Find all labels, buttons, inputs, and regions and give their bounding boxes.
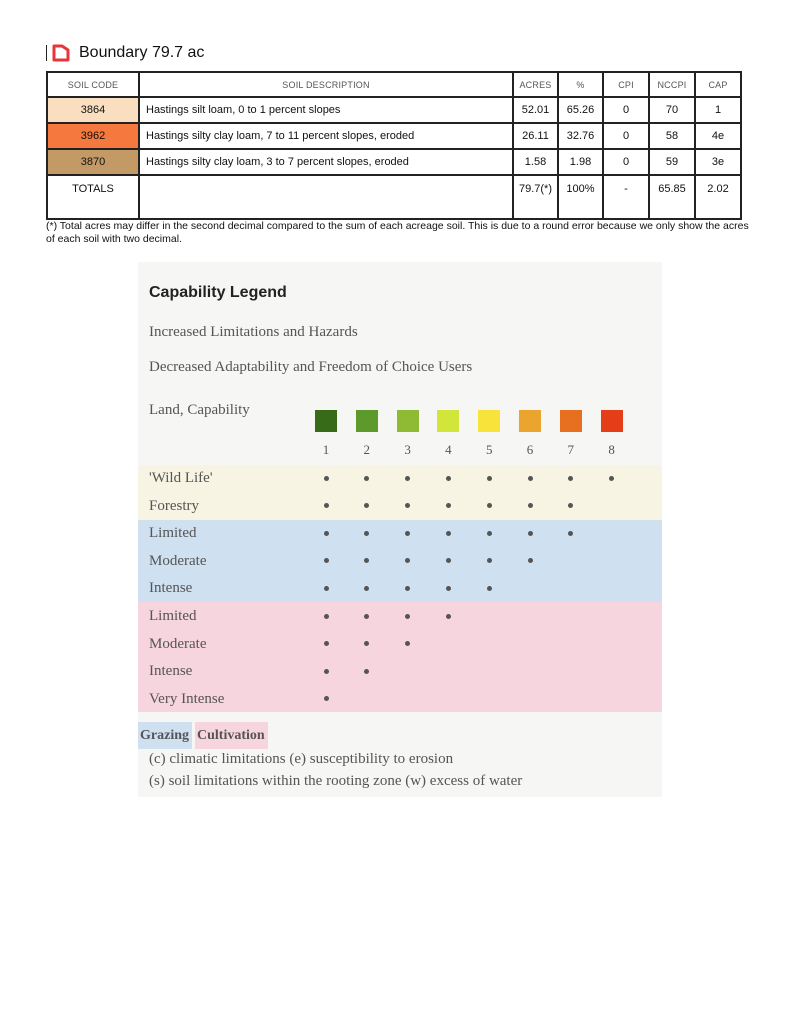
soil-description-cell: Hastings silty clay loam, 3 to 7 percent slopes, eroded [139, 149, 513, 175]
totals-description [139, 175, 513, 219]
percent-cell: 65.26 [558, 97, 603, 123]
legend-line-land-capability: Land, Capability [149, 402, 250, 418]
legend-dot [324, 503, 329, 508]
legend-dot [446, 531, 451, 536]
acres-cell: 52.01 [513, 97, 558, 123]
cap-cell: 4e [695, 123, 741, 149]
legend-dot [324, 696, 329, 701]
boundary-title: Boundary 79.7 ac [79, 44, 205, 61]
grazing-label: Grazing [138, 722, 192, 749]
header-soil-code: SOIL CODE [47, 72, 139, 97]
legend-dot [487, 586, 492, 591]
legend-dot [528, 503, 533, 508]
header-divider [46, 45, 47, 61]
capability-class-7-number: 7 [567, 442, 575, 457]
legend-dot [324, 476, 329, 481]
capability-class-2-swatch [356, 410, 378, 432]
legend-dot [405, 531, 410, 536]
capability-class-3-number: 3 [404, 442, 411, 457]
soil-description-cell: Hastings silty clay loam, 7 to 11 percent slopes, eroded [139, 123, 513, 149]
legend-line-adaptability: Decreased Adaptability and Freedom of Choice Users [149, 359, 473, 375]
capability-legend-image [138, 262, 662, 797]
soil-code-cell: 3962 [47, 123, 139, 149]
capability-class-2-number: 2 [363, 442, 371, 457]
nccpi-cell: 59 [649, 149, 695, 175]
legend-dot [324, 641, 329, 646]
soil-description-cell: Hastings silt loam, 0 to 1 percent slopes [139, 97, 513, 123]
legend-dot [405, 476, 410, 481]
capability-class-8-swatch [601, 410, 623, 432]
nccpi-cell: 70 [649, 97, 695, 123]
percent-cell: 1.98 [558, 149, 603, 175]
capability-class-5-swatch [478, 410, 500, 432]
legend-dot [324, 558, 329, 563]
capability-class-6-number: 6 [526, 442, 534, 457]
boundary-header [46, 42, 204, 64]
table-row [47, 149, 741, 175]
totals-label: TOTALS [47, 175, 139, 219]
rounding-note: (*) Total acres may differ in the second decimal compared to the sum of each acreage soil. This is due to a round error because we only show the acres of each soil with two decimal. [46, 220, 749, 245]
capability-class-4-swatch [437, 410, 459, 432]
cap-cell: 3e [695, 149, 741, 175]
capability-class-1-number: 1 [322, 442, 330, 457]
legend-dot [405, 614, 410, 619]
legend-row-label: Limited [149, 525, 197, 542]
legend-dot [446, 586, 451, 591]
table-row [47, 123, 741, 149]
table-header-row [47, 72, 741, 97]
legend-dot [324, 669, 329, 674]
boundary-icon [51, 44, 71, 62]
legend-footnote-soil: (s) soil limitations within the rooting zone (w) excess of water [149, 773, 523, 789]
capability-class-3-swatch [397, 410, 419, 432]
legend-dot [405, 586, 410, 591]
legend-dot [446, 503, 451, 508]
legend-dot [324, 531, 329, 536]
totals-nccpi: 65.85 [649, 175, 695, 219]
legend-dot [609, 476, 614, 481]
legend-dot [364, 476, 369, 481]
percent-cell: 32.76 [558, 123, 603, 149]
capability-class-5-number: 5 [485, 442, 493, 457]
totals-acres: 79.7(*) [513, 175, 558, 219]
legend-row-label: 'Wild Life' [149, 470, 213, 486]
legend-dot [324, 614, 329, 619]
capability-class-4-number: 4 [445, 442, 452, 457]
cultivation-label: Cultivation [195, 722, 268, 749]
legend-dot [487, 476, 492, 481]
legend-dot [446, 614, 451, 619]
header-soil-description: SOIL DESCRIPTION [139, 72, 513, 97]
table-row [47, 97, 741, 123]
legend-row-label: Forestry [149, 497, 199, 514]
cpi-cell: 0 [603, 97, 649, 123]
legend-dot [364, 614, 369, 619]
legend-row-label: Intense [149, 580, 193, 597]
header-nccpi: NCCPI [649, 72, 695, 97]
totals-cap: 2.02 [695, 175, 741, 219]
legend-row-label: Moderate [149, 552, 207, 569]
nccpi-cell: 58 [649, 123, 695, 149]
legend-dot [568, 476, 573, 481]
legend-line-limitations: Increased Limitations and Hazards [149, 324, 358, 340]
totals-row [47, 175, 741, 219]
legend-row-label: Limited [149, 608, 197, 624]
acres-cell: 26.11 [513, 123, 558, 149]
legend-row-label: Moderate [149, 635, 207, 652]
capability-class-6-swatch [519, 410, 541, 432]
legend-dot [324, 586, 329, 591]
cap-cell: 1 [695, 97, 741, 123]
legend-footnote-climatic: (c) climatic limitations (e) susceptibility to erosion [149, 751, 454, 767]
cpi-cell: 0 [603, 123, 649, 149]
cpi-cell: 0 [603, 149, 649, 175]
legend-dot [528, 558, 533, 563]
totals-cpi: - [603, 175, 649, 219]
legend-dot [528, 476, 533, 481]
soil-code-cell: 3870 [47, 149, 139, 175]
legend-row-label: Very Intense [149, 690, 225, 707]
header-cap: CAP [695, 72, 741, 97]
legend-dot [487, 503, 492, 508]
acres-cell: 1.58 [513, 149, 558, 175]
totals-percent: 100% [558, 175, 603, 219]
capability-class-8-number: 8 [608, 442, 615, 457]
capability-class-1-swatch [315, 410, 337, 432]
header-cpi: CPI [603, 72, 649, 97]
header-acres: ACRES [513, 72, 558, 97]
wildlife-band [138, 465, 662, 520]
grazing-band [138, 520, 662, 602]
legend-row-label: Intense [149, 663, 193, 680]
soil-code-cell: 3864 [47, 97, 139, 123]
legend-dot [487, 531, 492, 536]
legend-dot [528, 531, 533, 536]
legend-dot [446, 476, 451, 481]
header-percent: % [558, 72, 603, 97]
legend-title: Capability Legend [149, 284, 287, 301]
soil-table [46, 71, 742, 220]
capability-class-7-swatch [560, 410, 582, 432]
